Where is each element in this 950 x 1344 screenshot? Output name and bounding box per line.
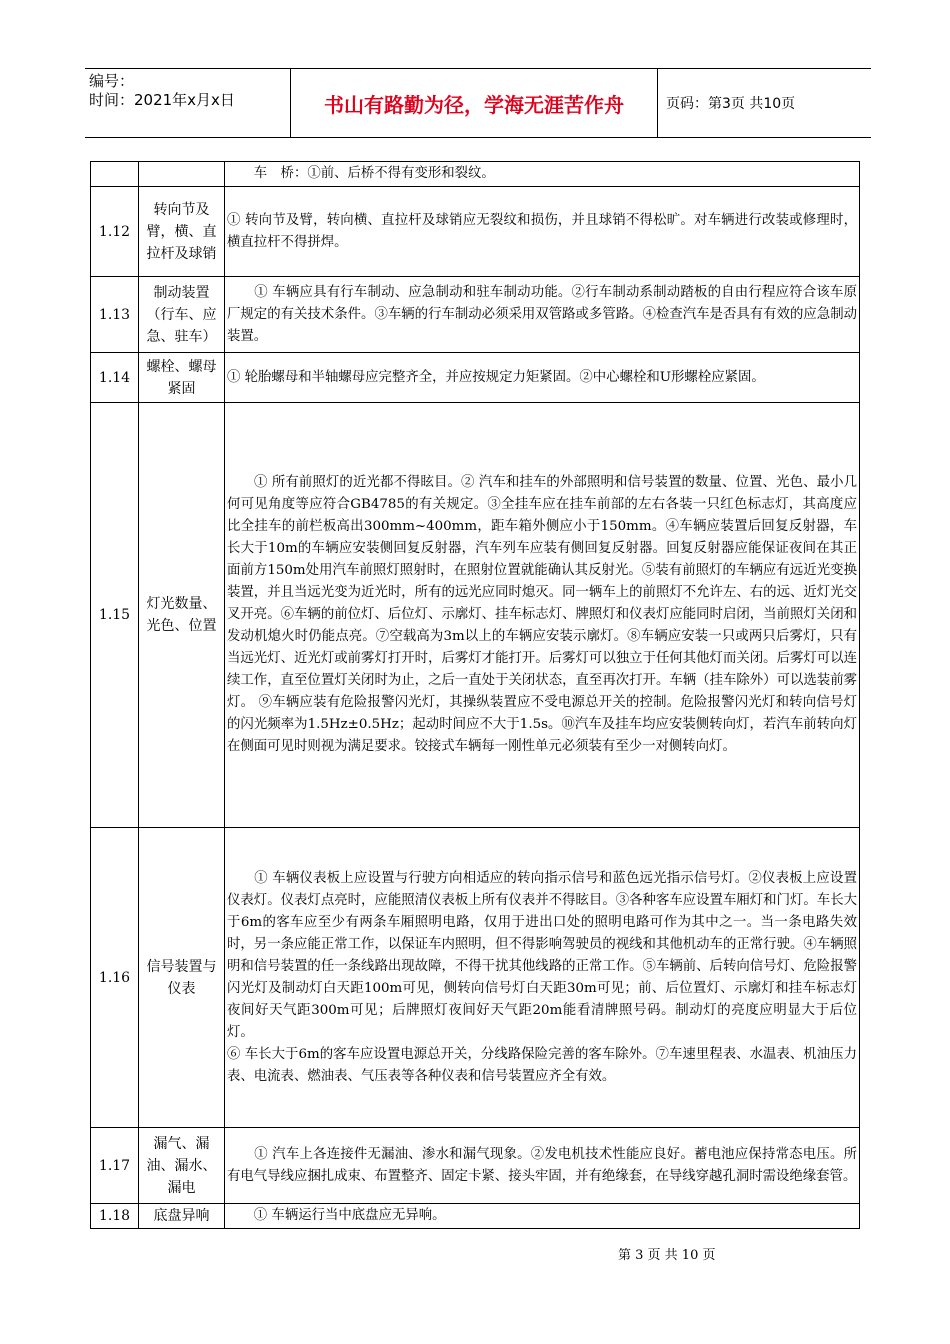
doc-time: 时间：2021年x月x日 [89, 91, 235, 109]
row-content: 车 桥：①前、后桥不得有变形和裂纹。 [225, 162, 860, 187]
row-number: 1.14 [91, 353, 139, 403]
row-number: 1.18 [91, 1204, 139, 1229]
row-number: 1.16 [91, 828, 139, 1128]
row-item: 螺栓、螺母紧固 [139, 353, 225, 403]
row-content: ① 轮胎螺母和半轴螺母应完整齐全，并应按规定力矩紧固。②中心螺栓和U形螺栓应紧固。 [225, 353, 860, 403]
row-item: 信号装置与仪表 [139, 828, 225, 1128]
doc-code: 编号： [89, 72, 135, 90]
table-row [91, 828, 860, 1128]
table-row [91, 277, 860, 353]
table-row [91, 187, 860, 277]
page-footer: 第 3 页 共 10 页 [618, 1248, 716, 1263]
page-number-label: 页码：第3页 共10页 [666, 96, 796, 112]
row-content [225, 828, 860, 1128]
table-row [91, 353, 860, 403]
row-item [139, 162, 225, 187]
row-content-part1: ① 车辆仪表板上应设置与行驶方向相适应的转向指示信号和蓝色远光指示信号灯。②仪表板上应设置仪表灯。仪表灯点亮时，应能照清仪表板上所有仪表并不得眩目。③各种客车应设置车厢灯和门灯。车长大于6m的客车应至少有两条车厢照明电路，仅用于进出口处的照明电路可作为其中之一。当一条电路失效时，另一条应能正常工作，以保证车内照明，但不得影响驾驶员的视线和其他机动车的正常行驶。④车辆照明和信号装置的任一条线路出现故障，不得干扰其他线路的正常工作。⑤车辆前、后转向信号灯、危险报警闪光灯及制动灯白天距100m可见，侧转向信号灯白天距30m可见；前、后位置灯、示廓灯和挂车标志灯夜间好天气距300m可见；后牌照灯夜间好天气距20m能看清牌照号码。制动灯的亮度应明显大于后位灯。 [227, 870, 857, 1040]
table-row [91, 1204, 860, 1229]
row-number: 1.17 [91, 1128, 139, 1204]
row-item: 转向节及臂，横、直拉杆及球销 [139, 187, 225, 277]
row-content: ① 车辆应具有行车制动、应急制动和驻车制动功能。②行车制动系制动踏板的自由行程应符合该车原厂规定的有关技术条件。③车辆的行车制动必须采用双管路或多管路。④检查汽车是否具有有效的应急制动装置。 [225, 277, 860, 353]
table-row [91, 403, 860, 828]
page-header [85, 68, 871, 138]
table-row [91, 162, 860, 187]
header-motto: 书山有路勤为径，学海无涯苦作舟 [291, 69, 658, 137]
row-item: 漏气、漏油、漏水、漏电 [139, 1128, 225, 1204]
row-number: 1.13 [91, 277, 139, 353]
row-content: ① 转向节及臂，转向横、直拉杆及球销应无裂纹和损伤，并且球销不得松旷。对车辆进行改装或修理时，横直拉杆不得拼焊。 [225, 187, 860, 277]
row-content: ① 汽车上各连接件无漏油、渗水和漏气现象。②发电机技术性能应良好。蓄电池应保持常态电压。所有电气导线应捆扎成束、布置整齐、固定卡紧、接头牢固，并有绝缘套，在导线穿越孔洞时需设绝缘套管。 [225, 1128, 860, 1204]
row-content: ① 所有前照灯的近光都不得眩目。② 汽车和挂车的外部照明和信号装置的数量、位置、光色、最小几何可见角度等应符合GB4785的有关规定。③全挂车应在挂车前部的左右各装一只红色标志灯，其高度应比全挂车的前栏板高出300mm~400mm，距车箱外侧应小于150mm。④车辆应装置后回复反射器，车长大于10m的车辆应安装侧回复反射器，汽车列车应装有侧回复反射器。回复反射器应能保证夜间在其正面前方150m处用汽车前照灯照射时，在照射位置就能确认其反射光。⑤装有前照灯的车辆应有远近光变换装置，并且当远光变为近光时，所有的远光应同时熄灭。同一辆车上的前照灯不允许左、右的远、近灯光交叉开亮。⑥车辆的前位灯、后位灯、示廓灯、挂车标志灯、牌照灯和仪表灯应能同时启闭，当前照灯关闭和发动机熄火时仍能点亮。⑦空载高为3m以上的车辆应安装示廓灯。⑧车辆应安装一只或两只后雾灯，只有当远光灯、近光灯或前雾灯打开时，后雾灯才能打开。后雾灯可以独立于任何其他灯而关闭。后雾灯可以连续工作，直至位置灯关闭时为止，之后一直处于关闭状态，直至再次打开。车辆（挂车除外）可以选装前雾灯。 ⑨车辆应装有危险报警闪光灯，其操纵装置应不受电源总开关的控制。危险报警闪光灯和转向信号灯的闪光频率为1.5Hz±0.5Hz；起动时间应不大于1.5s。⑩汽车及挂车均应安装侧转向灯，若汽车前转向灯在侧面可见时则视为满足要求。铰接式车辆每一刚性单元必须装有至少一对侧转向灯。 [225, 403, 860, 828]
row-number [91, 162, 139, 187]
row-number: 1.12 [91, 187, 139, 277]
header-meta [85, 69, 291, 137]
row-item: 制动装置（行车、应急、驻车） [139, 277, 225, 353]
inspection-table [90, 161, 860, 1229]
row-content-part2: ⑥ 车长大于6m的客车应设置电源总开关，分线路保险完善的客车除外。⑦车速里程表、水温表、机油压力表、电流表、燃油表、气压表等各种仪表和信号装置应齐全有效。 [227, 1046, 857, 1084]
row-content: ① 车辆运行当中底盘应无异响。 [225, 1204, 860, 1229]
table-row [91, 1128, 860, 1204]
row-item: 灯光数量、光色、位置 [139, 403, 225, 828]
row-item: 底盘异响 [139, 1204, 225, 1229]
row-number: 1.15 [91, 403, 139, 828]
